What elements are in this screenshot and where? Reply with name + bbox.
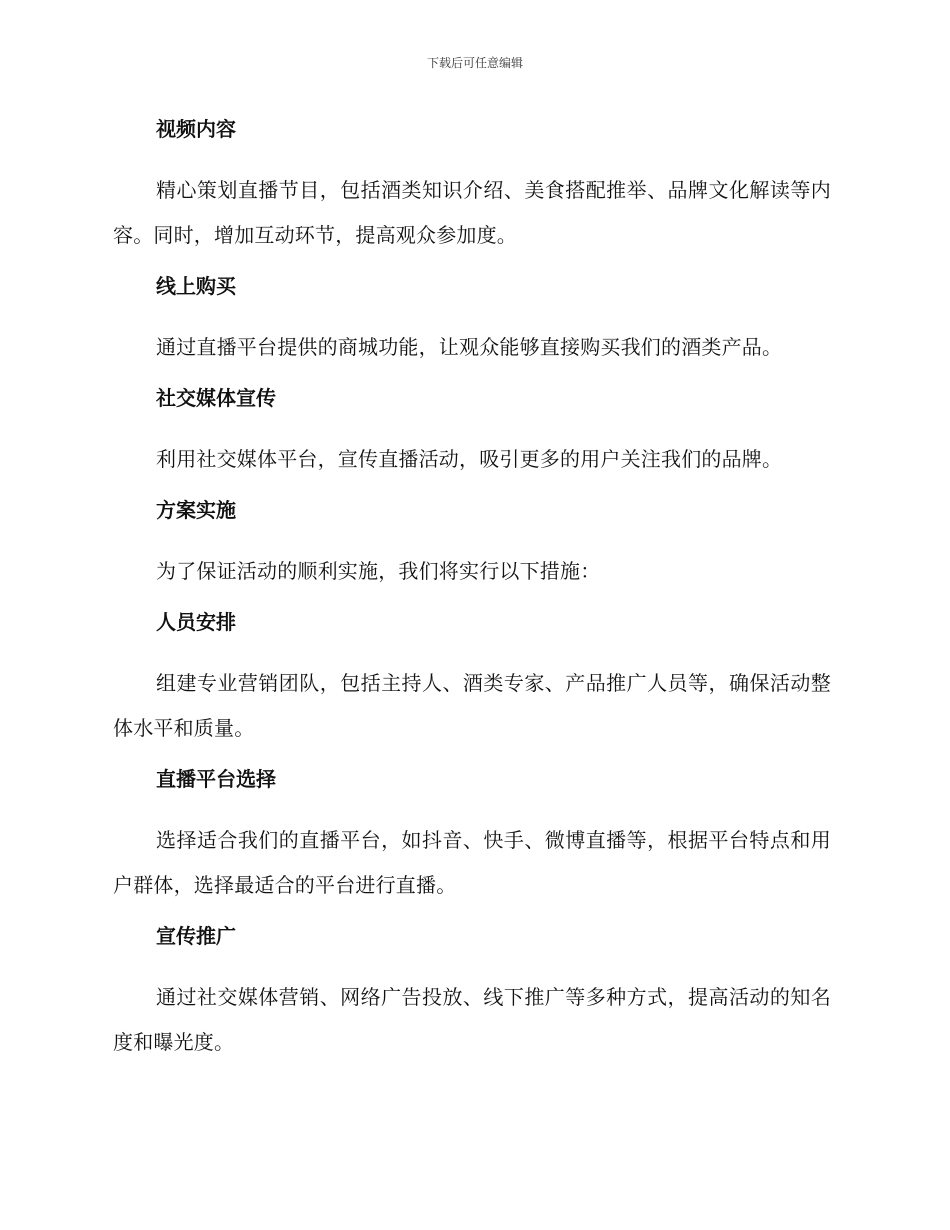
section-paragraph: 通过社交媒体营销、网络广告投放、线下推广等多种方式，提高活动的知名度和曝光度。	[113, 985, 831, 1054]
section-heading: 线上购买	[156, 274, 236, 298]
section-heading: 宣传推广	[156, 924, 236, 948]
section-promotion	[113, 919, 831, 1065]
section-heading: 直播平台选择	[156, 767, 276, 791]
section-platform-selection	[113, 762, 831, 908]
section-online-purchase	[113, 269, 831, 370]
section-implementation	[113, 493, 831, 594]
section-video-content	[113, 112, 831, 258]
section-staffing	[113, 605, 831, 751]
page-header-note: 下载后可任意编辑	[426, 56, 523, 70]
section-heading: 视频内容	[156, 117, 236, 141]
section-heading: 人员安排	[156, 610, 236, 634]
section-paragraph: 利用社交媒体平台，宣传直播活动，吸引更多的用户关注我们的品牌。	[156, 447, 783, 471]
section-paragraph: 精心策划直播节目，包括酒类知识介绍、美食搭配推举、品牌文化解读等内容。同时，增加互动环节，提高观众参加度。	[113, 178, 831, 247]
section-heading: 方案实施	[156, 498, 236, 522]
document-body	[113, 112, 831, 1076]
section-heading: 社交媒体宣传	[156, 386, 276, 410]
section-social-media	[113, 381, 831, 482]
section-paragraph: 为了保证活动的顺利实施，我们将实行以下措施：	[156, 559, 601, 583]
section-paragraph: 通过直播平台提供的商城功能，让观众能够直接购买我们的酒类产品。	[156, 335, 783, 359]
section-paragraph: 选择适合我们的直播平台，如抖音、快手、微博直播等，根据平台特点和用户群体，选择最适合的平台进行直播。	[113, 828, 831, 897]
section-paragraph: 组建专业营销团队，包括主持人、酒类专家、产品推广人员等，确保活动整体水平和质量。	[113, 671, 831, 740]
